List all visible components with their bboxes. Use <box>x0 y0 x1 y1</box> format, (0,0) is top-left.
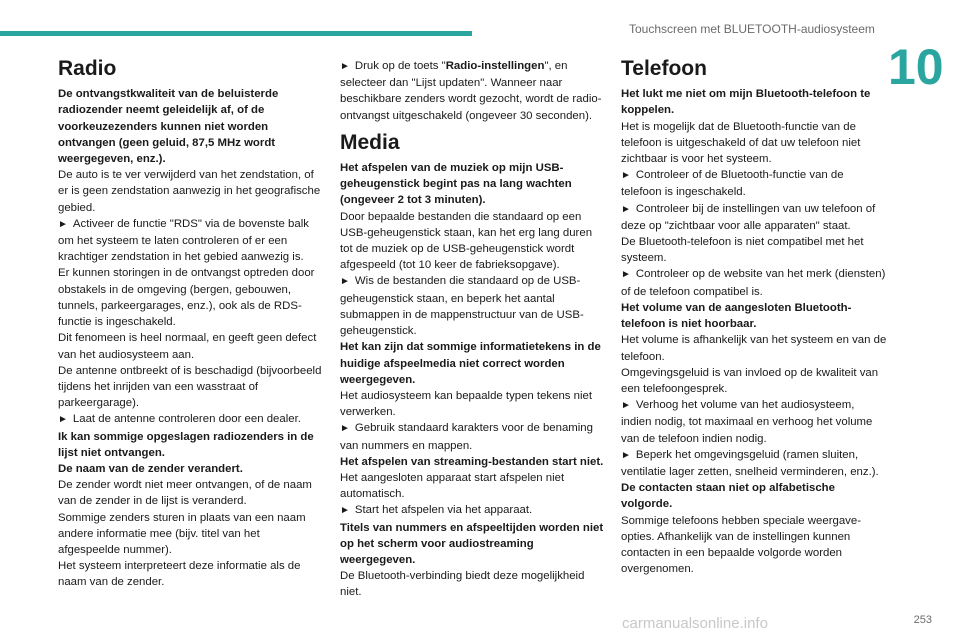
body-paragraph <box>58 558 324 590</box>
intro-pre: Druk op de toets " <box>354 60 446 72</box>
paragraph-text: Het volume is afhankelijk van het systeem en van de telefoon. <box>621 334 887 363</box>
body-paragraph <box>340 420 606 453</box>
body-paragraph <box>621 266 887 299</box>
body-paragraph <box>58 216 324 266</box>
paragraph-text: Titels van nummers en afspeeltijden worden niet op het scherm voor audiostreaming weergegeven. <box>340 521 604 566</box>
body-paragraph <box>58 265 324 330</box>
intro-post: ", en selecteer dan "Lijst updaten". Wanneer naar beschikbare zenders wordt gezocht, wordt de radio-ontvangst uitgeschakeld (ongeveer 30 seconden). <box>340 60 602 122</box>
arrow-icon: ► <box>340 423 350 435</box>
paragraph-text: Activeer de functie "RDS" via de bovenste balk om het systeem te laten controleren of er een krachtiger zendstation in het gebied aanwezig is. <box>58 217 309 264</box>
paragraph-text: Controleer bij de instellingen van uw telefoon of deze op "zichtbaar voor alle apparaten" staat. <box>621 202 876 232</box>
body-paragraph <box>340 470 606 502</box>
question-heading <box>340 160 606 209</box>
arrow-icon: ► <box>340 276 350 288</box>
body-paragraph <box>340 209 606 274</box>
body-paragraph <box>58 167 324 216</box>
question-heading <box>621 300 887 332</box>
paragraph-text: Het audiosysteem kan bepaalde typen tekens niet verwerken. <box>340 389 593 419</box>
paragraph-text: Het afspelen van de muziek op mijn USB-geheugenstick begint pas na lang wachten (ongeveer 2 tot 3 minuten). <box>340 162 572 207</box>
paragraph-text: Door bepaalde bestanden die standaard op een USB-geheugenstick staan, kan het erg lang duren tot de muziek op de USB-geheugenstick wordt afgespeeld (tot 10 keer de fabrieksopgave). <box>340 210 593 272</box>
body-paragraph <box>340 273 606 339</box>
body-paragraph <box>58 411 324 428</box>
paragraph-text: De zender wordt niet meer ontvangen, of de naam van de zender in de lijst is veranderd. <box>58 479 312 508</box>
paragraph-text: Het volume van de aangesloten Bluetooth-telefoon is niet hoorbaar. <box>621 301 852 331</box>
paragraph-text: De Bluetooth-telefoon is niet compatibel met het systeem. <box>621 236 864 265</box>
page-number: 253 <box>913 614 932 626</box>
paragraph-text: De contacten staan niet op alfabetische volgorde. <box>621 482 835 511</box>
paragraph-text: De antenne ontbreekt of is beschadigd (bijvoorbeeld tijdens het inrijden van een wasstraat of parkeergarage). <box>58 364 322 410</box>
arrow-icon: ► <box>58 218 68 230</box>
question-heading <box>621 480 887 512</box>
arrow-icon: ► <box>340 505 350 517</box>
paragraph-text: Omgevingsgeluid is van invloed op de kwaliteit van een telefoongesprek. <box>621 366 879 395</box>
paragraph-text: Start het afspelen via het apparaat. <box>354 504 533 517</box>
column-radio <box>58 56 324 591</box>
body-paragraph <box>340 388 606 420</box>
body-paragraph <box>340 502 606 519</box>
body-paragraph <box>621 119 887 168</box>
paragraph-text: Er kunnen storingen in de ontvangst optreden door obstakels in de omgeving (bergen, gebouwen, tunnels, parkeergarages, enz.), ook als de RDS-functie is ingeschakeld. <box>58 267 315 329</box>
intro-paragraph <box>340 58 606 124</box>
body-paragraph <box>621 365 887 397</box>
paragraph-text: De Bluetooth-verbinding biedt deze mogelijkheid niet. <box>340 570 585 599</box>
question-heading <box>340 454 606 470</box>
radio-paragraphs <box>58 86 324 590</box>
column-telefoon <box>621 56 887 577</box>
paragraph-text: Het is mogelijk dat de Bluetooth-functie van de telefoon is uitgeschakeld of dat uw telefoon niet zichtbaar is voor het systeem. <box>621 120 861 166</box>
arrow-icon: ► <box>58 414 68 426</box>
paragraph-text: De naam van de zender verandert. <box>58 462 243 475</box>
question-heading <box>58 429 324 461</box>
body-paragraph <box>58 477 324 509</box>
section-heading-telefoon: Telefoon <box>621 57 707 80</box>
body-paragraph <box>621 201 887 234</box>
paragraph-text: Het afspelen van streaming-bestanden start niet. <box>340 455 604 468</box>
arrow-icon: ► <box>621 269 631 281</box>
body-paragraph <box>621 447 887 480</box>
paragraph-text: De auto is te ver verwijderd van het zendstation, of er is geen zendstation aanwezig in het geografische gebied. <box>58 169 321 214</box>
body-paragraph <box>621 332 887 364</box>
arrow-icon: ► <box>621 400 631 412</box>
arrow-icon: ► <box>621 203 631 215</box>
body-paragraph <box>58 330 324 362</box>
paragraph-text: Controleer of de Bluetooth-functie van de telefoon is ingeschakeld. <box>621 169 844 199</box>
body-paragraph <box>621 513 887 578</box>
body-paragraph <box>621 397 887 447</box>
paragraph-text: Het systeem interpreteert deze informatie als de naam van de zender. <box>58 560 301 589</box>
section-heading-radio: Radio <box>58 57 117 80</box>
watermark: carmanualsonline.info <box>622 615 768 632</box>
paragraph-text: Sommige telefoons hebben speciale weergave-opties. Afhankelijk van de instellingen kunnen contacten in een bepaalde volgorde worden overgenomen. <box>621 514 861 576</box>
arrow-icon: ► <box>340 61 350 72</box>
body-paragraph <box>621 167 887 200</box>
running-header: Touchscreen met BLUETOOTH-audiosysteem <box>629 22 875 36</box>
arrow-icon: ► <box>621 170 631 182</box>
paragraph-text: Ik kan sommige opgeslagen radiozenders in de lijst niet ontvangen. <box>58 430 314 459</box>
question-heading <box>58 86 324 167</box>
question-heading <box>621 86 887 118</box>
section-heading-media: Media <box>340 130 400 154</box>
paragraph-text: Gebruik standaard karakters voor de benaming van nummers en mappen. <box>340 422 593 452</box>
paragraph-text: Het kan zijn dat sommige informatietekens in de huidige afspeelmedia niet correct worden weergegeven. <box>340 341 601 386</box>
paragraph-text: Verhoog het volume van het audiosysteem, indien nodig, tot maximaal en verhoog het volume van de telefoon indien nodig. <box>621 399 873 445</box>
body-paragraph <box>58 363 324 412</box>
paragraph-text: Laat de antenne controleren door een dealer. <box>72 413 301 426</box>
paragraph-text: Sommige zenders sturen in plaats van een naam andere informatie mee (bijv. titel van het afgespeelde nummer). <box>58 511 306 556</box>
chapter-number: 10 <box>888 39 944 95</box>
intro-strong: Radio-instellingen <box>445 60 545 72</box>
paragraph-text: Wis de bestanden die standaard op de USB-geheugenstick staan, en beperk het aantal submappen in de mappenstructuur van de USB-geheugenstick. <box>340 275 584 338</box>
question-heading <box>58 461 324 477</box>
column-media <box>340 58 606 601</box>
body-paragraph <box>340 568 606 600</box>
question-heading <box>340 339 606 388</box>
paragraph-text: Het lukt me niet om mijn Bluetooth-telefoon te koppelen. <box>621 88 871 117</box>
body-paragraph <box>58 510 324 559</box>
paragraph-text: Dit fenomeen is heel normaal, en geeft geen defect van het audiosysteem aan. <box>58 332 317 361</box>
question-heading <box>340 520 606 569</box>
media-paragraphs <box>340 160 606 600</box>
arrow-icon: ► <box>621 449 631 461</box>
body-paragraph <box>621 234 887 266</box>
paragraph-text: De ontvangstkwaliteit van de beluisterde radiozender neemt geleidelijk af, of de voorkeuzezenders kunnen niet worden ontvangen (geen geluid, 87,5 MHz wordt weergegeven, enz.). <box>58 88 279 166</box>
top-accent-bar <box>0 31 472 36</box>
paragraph-text: Beperk het omgevingsgeluid (ramen sluiten, ventilatie lager zetten, snelheid verminderen, enz.). <box>621 448 879 478</box>
paragraph-text: Het aangesloten apparaat start afspelen niet automatisch. <box>340 471 565 501</box>
paragraph-text: Controleer op de website van het merk (diensten) of de telefoon compatibel is. <box>621 268 886 298</box>
telefoon-paragraphs <box>621 86 887 577</box>
